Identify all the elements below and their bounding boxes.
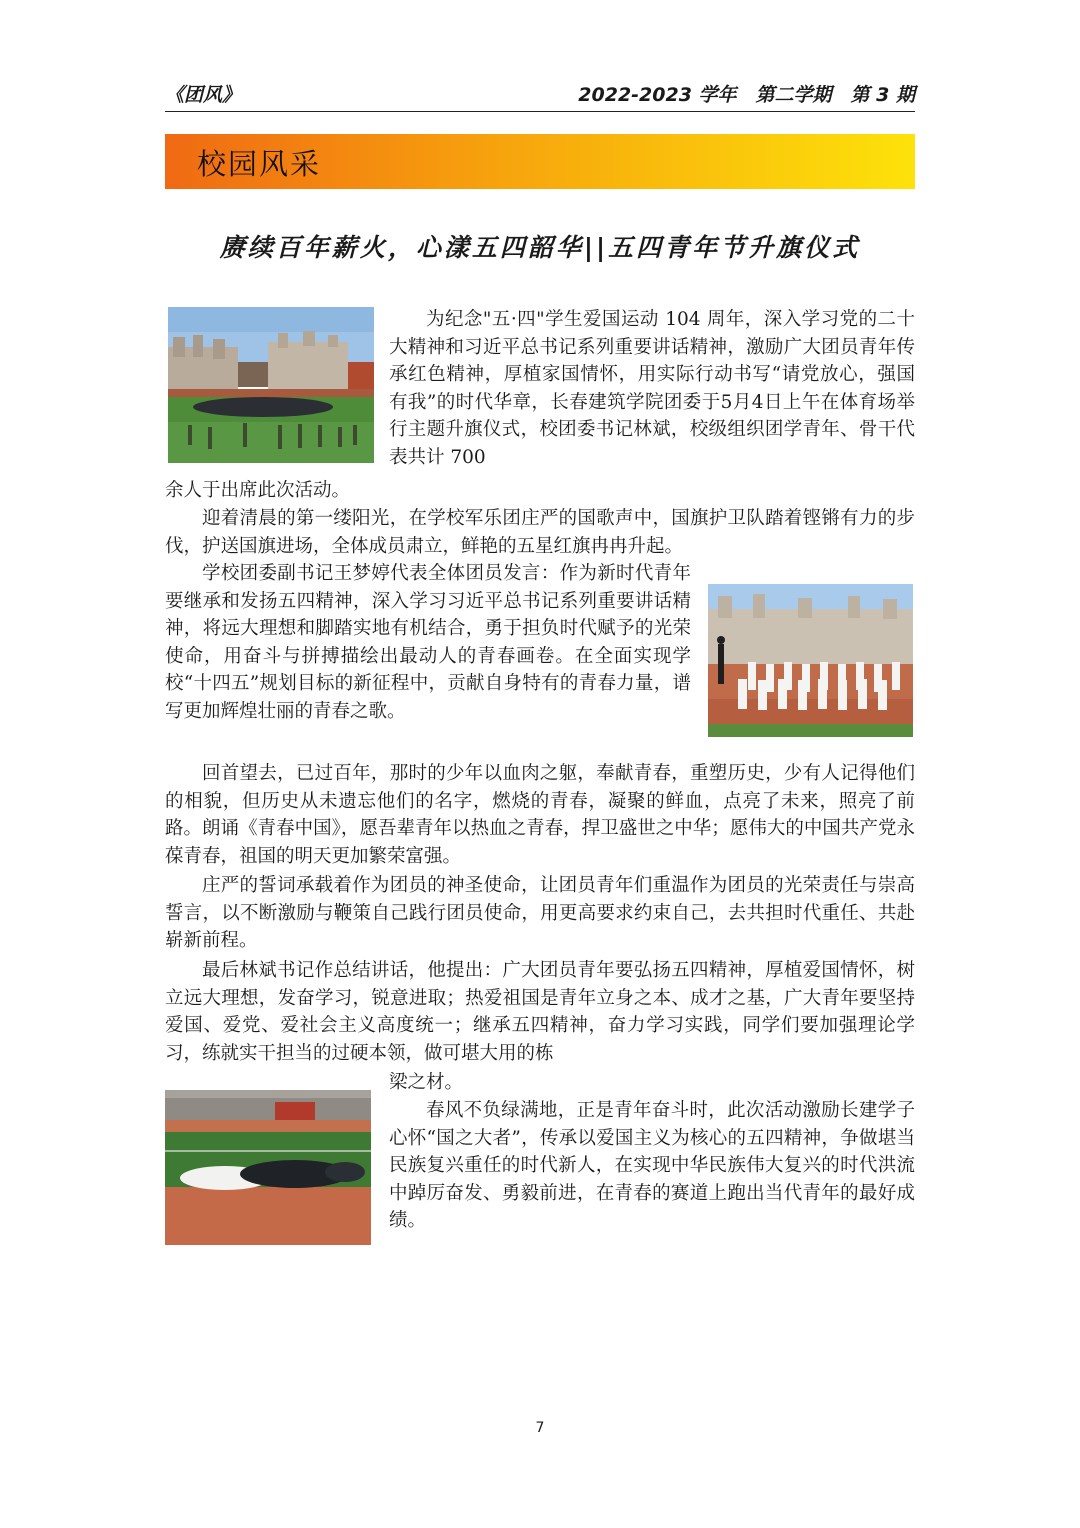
stadium-assembly-photo [165, 1090, 371, 1245]
paragraph-2: 迎着清晨的第一缕阳光，在学校军乐团庄严的国歌声中，国旗护卫队踏着铿锵有力的步伐，护送国旗进场，全体成员肃立，鲜艳的五星红旗冉冉升起。 [165, 508, 915, 557]
paragraph-7: 春风不负绿满地，正是青年奋斗时，此次活动激励长建学子心怀“国之大者”，传承以爱国主义为核心的五四精神，争做堪当民族复兴重任的时代新人，在实现中华民族伟大复兴的时代洪流中踔厉奋发、勇毅前进，在青春的赛道上跑出当代青年的最好成绩。 [389, 1100, 915, 1231]
paragraph-3: 学校团委副书记王梦婷代表全体团员发言：作为新时代青年要继承和发扬五四精神，深入学习习近平总书记系列重要讲话精神，将远大理想和脚踏实地有机结合，勇于担负时代赋予的光荣使命，用奋斗与拼搏描绘出最动人的青春画卷。在全面实现学校“十四五”规划目标的新征程中，贡献自身特有的青春力量，谱写更加辉煌壮丽的青春之歌。 [165, 563, 691, 722]
publication-name: 《团风》 [165, 84, 242, 106]
section-banner [165, 134, 915, 189]
header-divider [165, 111, 915, 112]
running-header [165, 80, 915, 110]
paragraph-1: 为纪念"五·四"学生爱国运动 104 周年，深入学习党的二十大精神和习近平总书记系列重要讲话精神，激励广大团员青年传承红色精神，厚植家国情怀，用实际行动书写“请党放心，强国有我”的时代华章，长春建筑学院团委于5月4日上午在体育场举行主题升旗仪式，校团委书记林斌，校级组织团学青年、骨干代表共计 700 [389, 309, 915, 468]
article-title: 赓续百年薪火，心漾五四韶华||五四青年节升旗仪式 [219, 233, 861, 262]
paragraph-6-continuation: 梁之材。 [389, 1072, 464, 1093]
paragraph-6: 最后林斌书记作总结讲话，他提出：广大团员青年要弘扬五四精神，厚植爱国情怀，树立远大理想，发奋学习，锐意进取；热爱祖国是青年立身之本、成才之基，广大青年要坚持爱国、爱党、爱社会主义高度统一；继承五四精神，奋力学习实践，同学们要加强理论学习，练就实干担当的过硬本领，做可堪大用的栋 [165, 960, 915, 1064]
paragraph-5: 庄严的誓词承载着作为团员的神圣使命，让团员青年们重温作为团员的光荣责任与崇高誓言，以不断激励与鞭策自己践行团员使命，用更高要求约束自己，去共担时代重任、共赴崭新前程。 [165, 875, 915, 951]
paragraph-4: 回首望去，已过百年，那时的少年以血肉之躯，奉献青春，重塑历史，少有人记得他们的相貌，但历史从未遗忘他们的名字，燃烧的青春，凝聚的鲜血，点亮了未来，照亮了前路。朗诵《青春中国》，愿吾辈青年以热血之青春，捍卫盛世之中华；愿伟大的中国共产党永葆青春，祖国的明天更加繁荣富强。 [165, 763, 915, 867]
flag-ceremony-formation-photo [168, 307, 374, 463]
page-number: 7 [535, 1420, 545, 1436]
issue-info: 2022-2023 学年 第二学期 第 3 期 [578, 84, 915, 106]
military-band-photo [708, 584, 913, 737]
section-title: 校园风采 [197, 147, 322, 181]
paragraph-1-continuation: 余人于出席此次活动。 [165, 480, 351, 501]
